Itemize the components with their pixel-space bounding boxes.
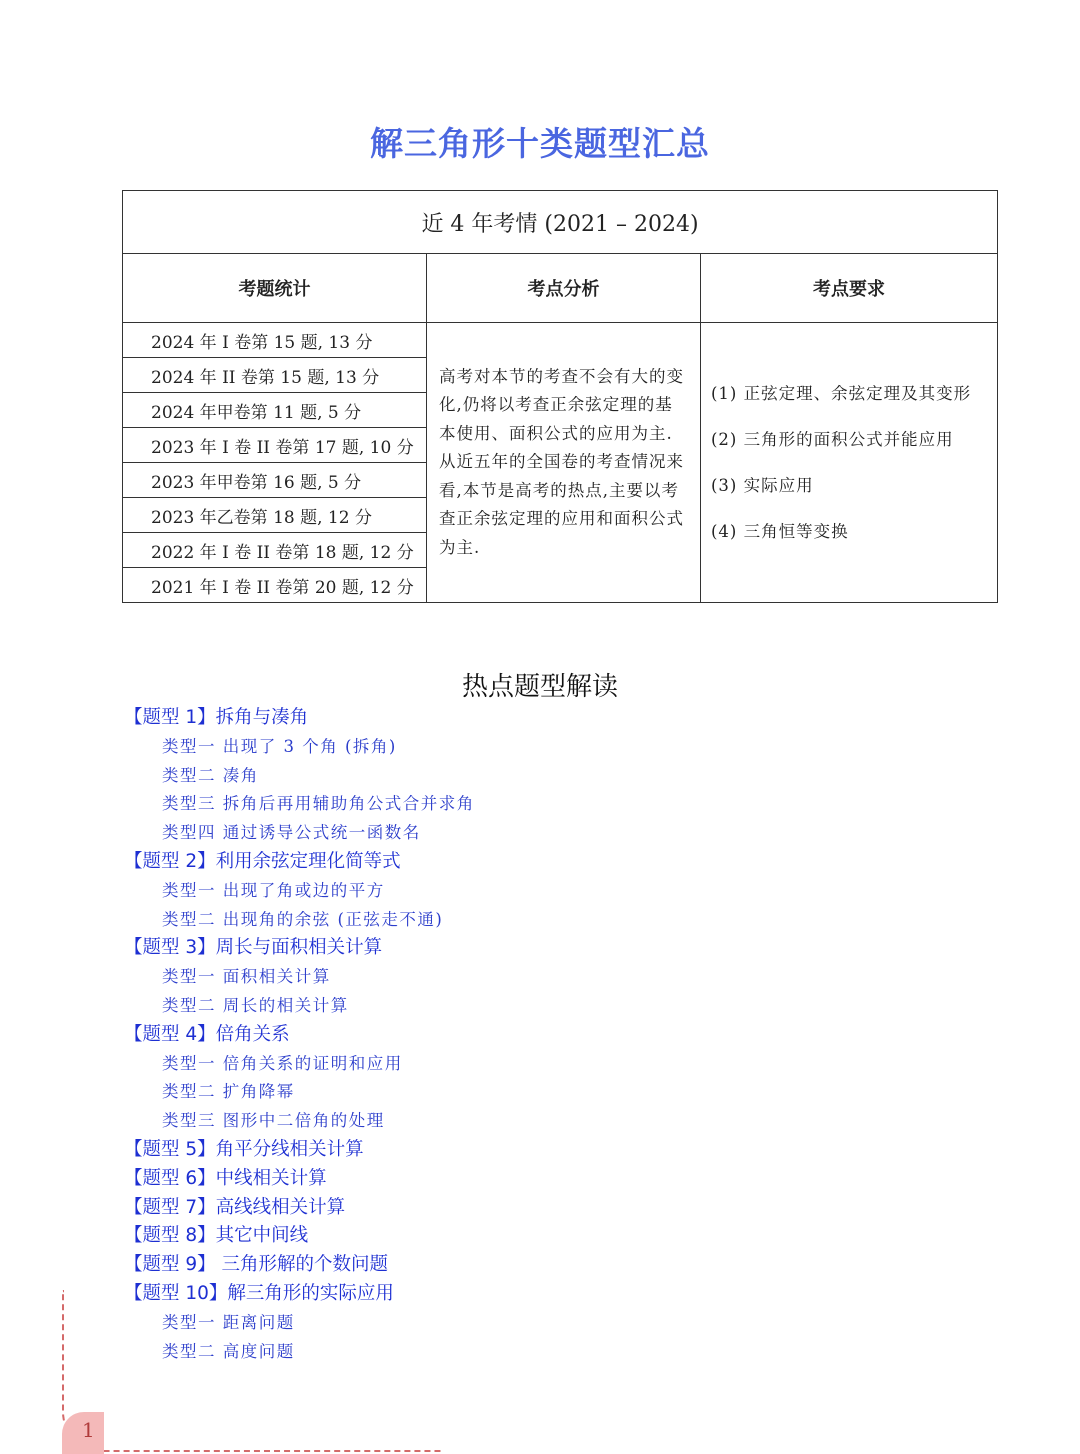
document-title: 解三角形十类题型汇总 [370,124,710,163]
requirements-cell [701,323,998,603]
page-corner-decoration [62,1290,442,1452]
requirement-item: (3) 实际应用 [711,475,814,495]
toc-heading: 【题型 3】周长与面积相关计算 [124,937,383,959]
toc-subitem: 类型一 面积相关计算 [162,967,331,987]
toc-heading: 【题型 7】高线线相关计算 [124,1196,346,1218]
header-analysis: 考点分析 [427,254,701,323]
stat-cell: 2024 年 II 卷第 15 题, 13 分 [123,358,427,393]
toc-subitem: 类型二 扩角降幂 [162,1082,295,1102]
header-requirements: 考点要求 [701,254,998,323]
toc-subitem: 类型一 距离问题 [162,1312,295,1332]
toc-subitem: 类型一 倍角关系的证明和应用 [162,1053,403,1073]
toc-subitem: 类型二 凑角 [162,765,259,785]
requirement-item: (2) 三角形的面积公式并能应用 [711,429,954,449]
toc-subitem: 类型一 出现了角或边的平方 [162,880,385,900]
toc-subitem: 类型四 通过诱导公式统一函数名 [162,823,421,843]
table-caption: 近 4 年考情 (2021 – 2024) [123,191,998,254]
stat-cell: 2024 年甲卷第 11 题, 5 分 [123,393,427,428]
toc-subitem: 类型二 周长的相关计算 [162,995,349,1015]
toc-heading: 【题型 2】利用余弦定理化简等式 [124,850,401,872]
stat-cell: 2023 年甲卷第 16 题, 5 分 [123,463,427,498]
stat-cell: 2023 年 I 卷 II 卷第 17 题, 10 分 [123,428,427,463]
exam-stats-table [122,190,998,603]
toc-heading: 【题型 10】解三角形的实际应用 [124,1282,394,1304]
header-stats: 考题统计 [123,254,427,323]
toc-subitem: 类型二 出现角的余弦 (正弦走不通) [162,909,444,929]
toc-subitem: 类型二 高度问题 [162,1341,295,1361]
section-title: 热点题型解读 [461,672,618,702]
analysis-cell: 高考对本节的考查不会有大的变化,仍将以考查正余弦定理的基本使用、面积公式的应用为主. 从近五年的全国卷的考查情况来看,本节是高考的热点,主要以考查正余弦定理的应用和面积公式为主. [427,323,701,603]
toc-subitem: 类型三 拆角后再用辅助角公式合并求角 [162,794,475,814]
stat-cell: 2024 年 I 卷第 15 题, 13 分 [123,323,427,358]
toc-subitem: 类型三 图形中二倍角的处理 [162,1111,385,1131]
toc-heading: 【题型 1】拆角与凑角 [124,707,309,728]
requirement-item: (4) 三角恒等变换 [711,521,849,541]
toc-heading: 【题型 8】其它中间线 [124,1225,309,1247]
toc-heading: 【题型 6】中线相关计算 [124,1167,327,1189]
page-number: 1 [82,1418,95,1442]
question-type-list [124,704,924,1366]
stat-cell: 2023 年乙卷第 18 题, 12 分 [123,498,427,533]
toc-heading: 【题型 9】 三角形解的个数问题 [124,1254,389,1276]
toc-subitem: 类型一 出现了 3 个角 (拆角) [162,736,397,756]
requirement-item: (1) 正弦定理、余弦定理及其变形 [711,383,972,403]
stat-cell: 2021 年 I 卷 II 卷第 20 题, 12 分 [123,568,427,603]
toc-heading: 【题型 4】倍角关系 [124,1023,290,1045]
toc-heading: 【题型 5】角平分线相关计算 [124,1138,364,1160]
stat-cell: 2022 年 I 卷 II 卷第 18 题, 12 分 [123,533,427,568]
